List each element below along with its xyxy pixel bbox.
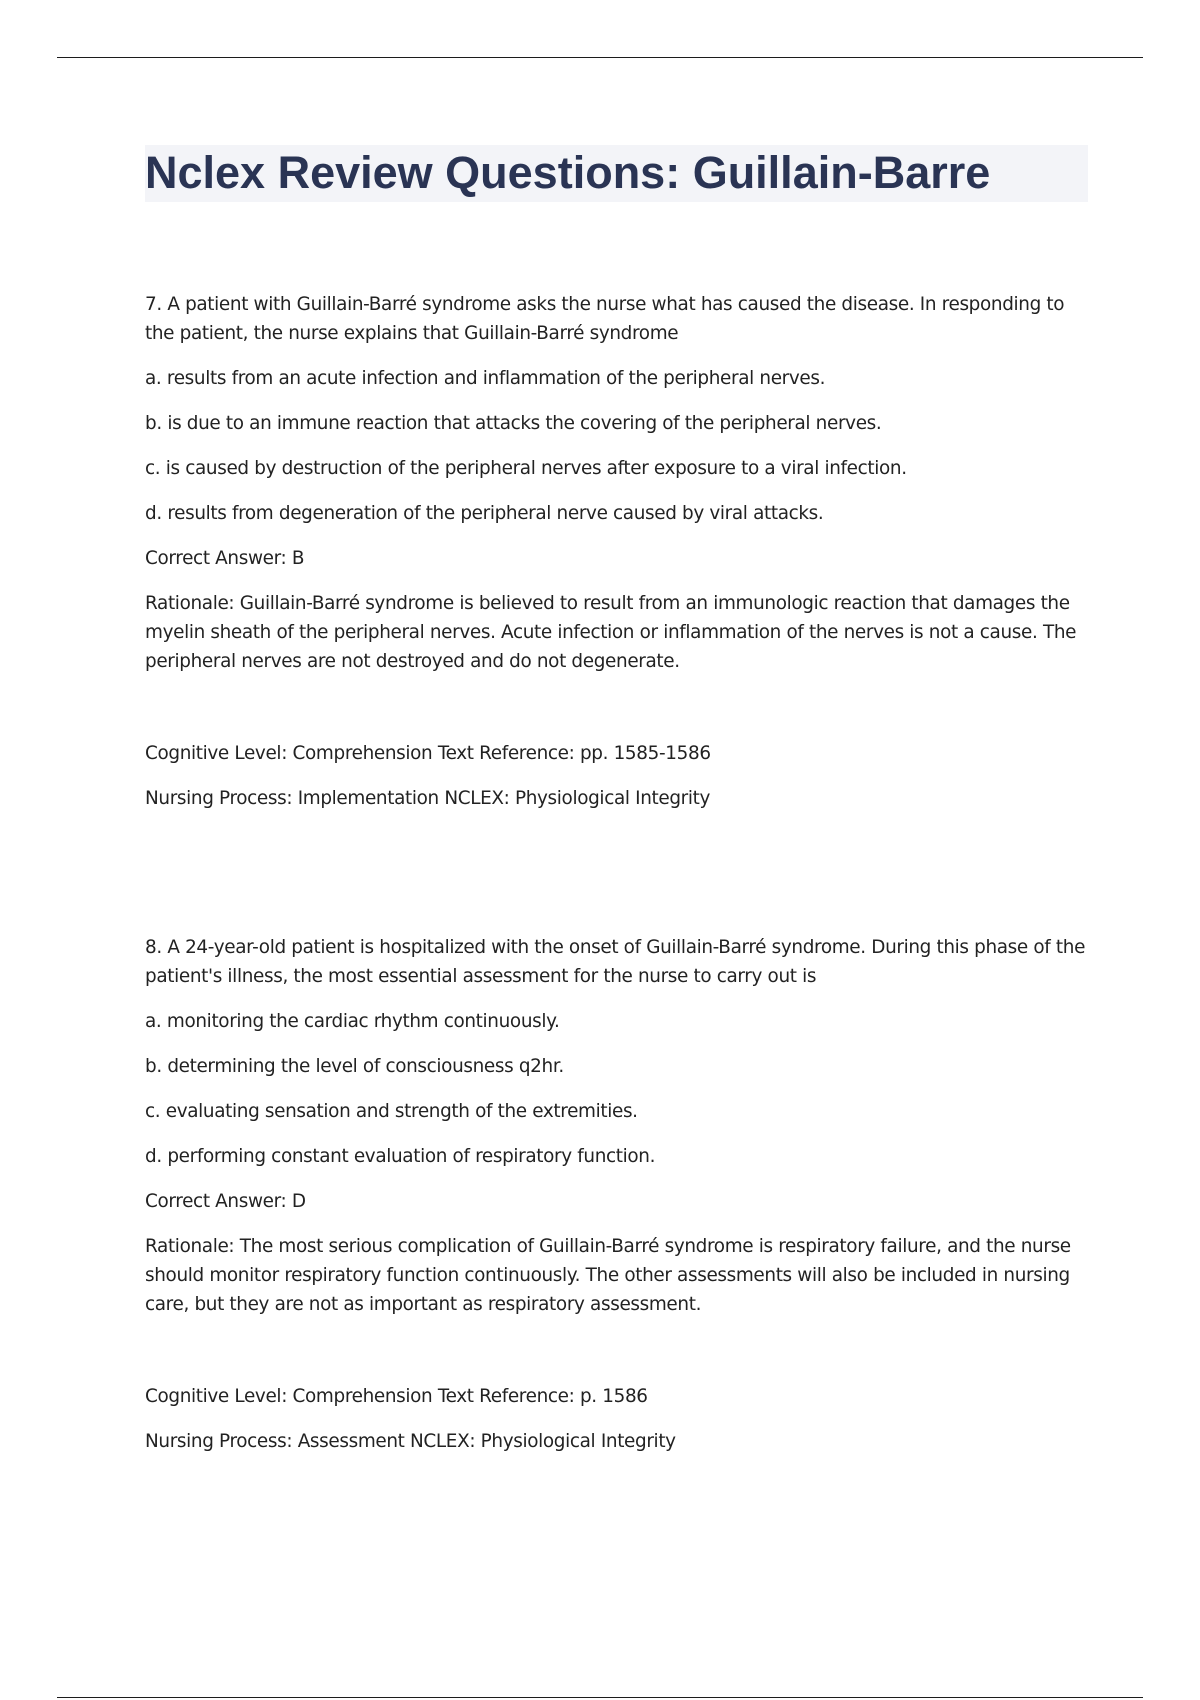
question-7 <box>145 290 1090 813</box>
nursing-process: Nursing Process: Implementation NCLEX: Physiological Integrity <box>145 788 711 809</box>
document-body <box>145 290 1090 1472</box>
rationale: Rationale: The most serious complication of Guillain-Barré syndrome is respiratory failure, and the nurse should monitor respiratory function continuously. The other assessments will also be included in nursing care, but they are not as important as respiratory assessment. <box>145 1236 1071 1315</box>
option-a: a. monitoring the cardiac rhythm continuously. <box>145 1011 560 1032</box>
option-d: d. results from degeneration of the peripheral nerve caused by viral attacks. <box>145 503 824 524</box>
correct-answer: Correct Answer: D <box>145 1191 306 1212</box>
cognitive-level: Cognitive Level: Comprehension Text Reference: p. 1586 <box>145 1386 648 1407</box>
rationale: Rationale: Guillain-Barré syndrome is believed to result from an immunologic reaction that damages the myelin sheath of the peripheral nerves. Acute infection or inflammation of the nerves is not a cause. The peripheral nerves are not destroyed and do not degenerate. <box>145 593 1077 672</box>
option-c: c. is caused by destruction of the peripheral nerves after exposure to a viral infection. <box>145 458 907 479</box>
question-8 <box>145 933 1090 1456</box>
option-d: d. performing constant evaluation of respiratory function. <box>145 1146 656 1167</box>
nursing-process: Nursing Process: Assessment NCLEX: Physiological Integrity <box>145 1431 676 1452</box>
option-c: c. evaluating sensation and strength of the extremities. <box>145 1101 638 1122</box>
question-stem: 7. A patient with Guillain-Barré syndrome asks the nurse what has caused the disease. In responding to the patient, the nurse explains that Guillain-Barré syndrome <box>145 294 1065 344</box>
cognitive-level: Cognitive Level: Comprehension Text Reference: pp. 1585-1586 <box>145 743 711 764</box>
option-a: a. results from an acute infection and inflammation of the peripheral nerves. <box>145 368 826 389</box>
option-b: b. is due to an immune reaction that attacks the covering of the peripheral nerves. <box>145 413 882 434</box>
question-stem: 8. A 24-year-old patient is hospitalized with the onset of Guillain-Barré syndrome. During this phase of the patient's illness, the most essential assessment for the nurse to carry out is <box>145 937 1086 987</box>
correct-answer: Correct Answer: B <box>145 548 305 569</box>
option-b: b. determining the level of consciousness q2hr. <box>145 1056 564 1077</box>
top-divider <box>57 57 1143 58</box>
title-banner <box>145 145 1088 202</box>
page-title: Nclex Review Questions: Guillain-Barre <box>145 147 991 198</box>
bottom-divider <box>57 1697 1143 1698</box>
